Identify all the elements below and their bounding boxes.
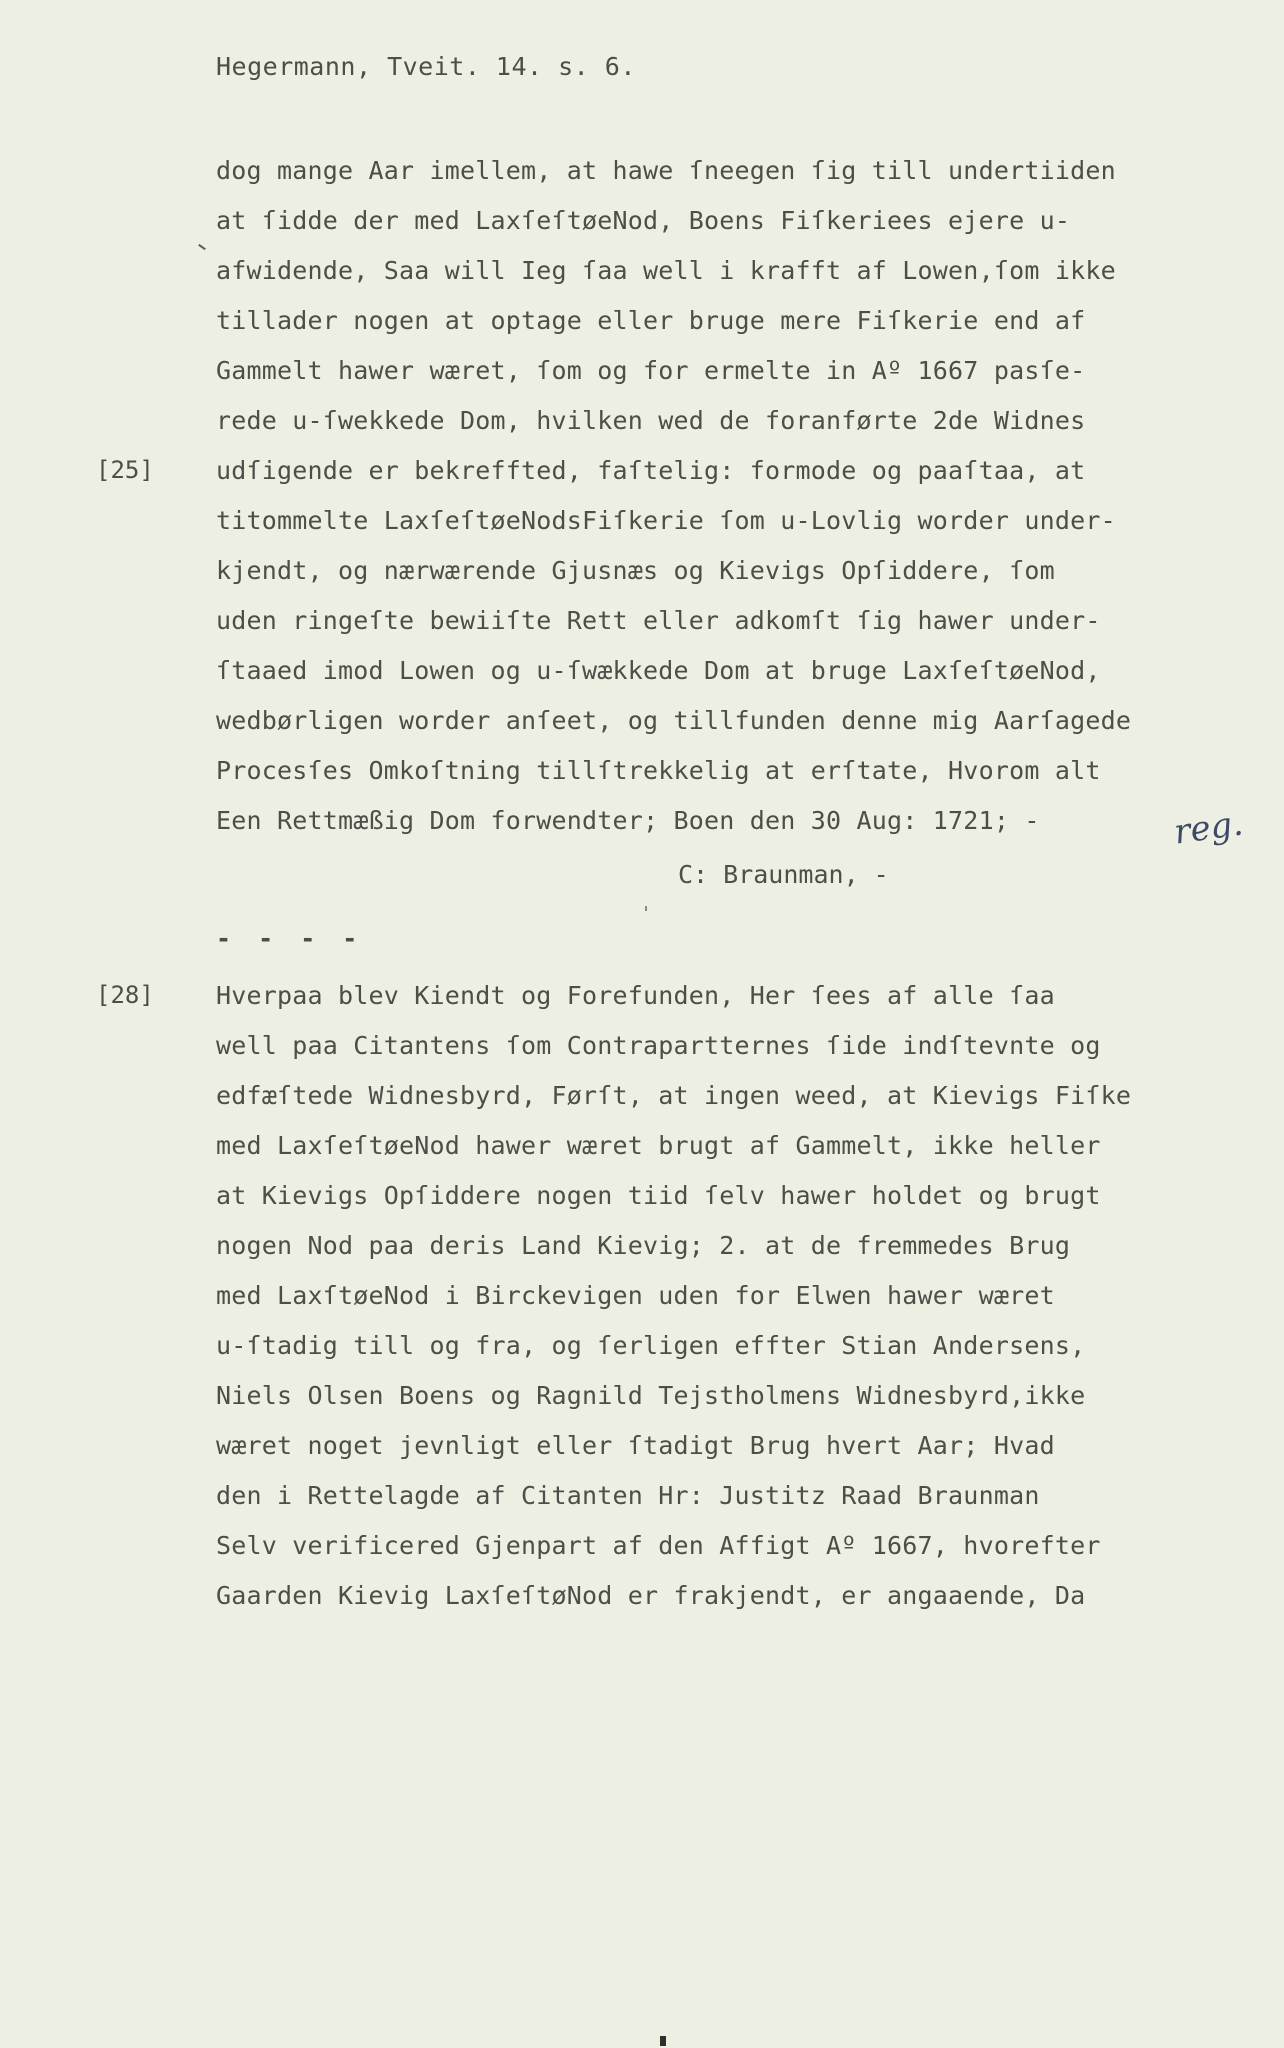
paragraph1-line-1: dog mange Aar imellem, at hawe ſneegen ſig till undertiiden	[216, 156, 1116, 185]
paragraph2-line-3: edfæſtede Widnesbyrd, Førſt, at ingen weed, at Kievigs Fiſke	[216, 1081, 1132, 1110]
paragraph1-line-9: kjendt, og nærwærende Gjusnæs og Kievigs Opſiddere, ſom	[216, 556, 1055, 585]
paragraph1-line-6: rede u-ſwekkede Dom, hvilken wed de foranførte 2de Widnes	[216, 406, 1086, 435]
paragraph1-line-8: titommelte LaxſeſtøeNodsFiſkerie ſom u-Lovlig worder under-	[216, 506, 1116, 535]
paragraph1-line-13: Procesſes Omkoſtning tillſtrekkelig at erſtate, Hvorom alt	[216, 756, 1101, 785]
signature: C: Braunman, -	[678, 860, 889, 889]
paragraph2-line-9: Niels Olsen Boens og Ragnild Tejstholmens Widnesbyrd,ikke	[216, 1381, 1086, 1410]
paragraph1-line-5: Gammelt hawer wæret, ſom og for ermelte in Aº 1667 pasſe-	[216, 356, 1086, 385]
paragraph2-line-13: Gaarden Kievig LaxſeſtøNod er frakjendt, er angaaende, Da	[216, 1581, 1086, 1610]
margin-marker-25: [25]	[96, 456, 154, 484]
margin-marker-28: [28]	[96, 981, 154, 1009]
paragraph2-line-10: wæret noget jevnligt eller ſtadigt Brug hvert Aar; Hvad	[216, 1431, 1055, 1460]
ink-tick-mark	[198, 244, 206, 250]
paragraph2-line-12: Selv verificered Gjenpart af den Affigt Aº 1667, hvorefter	[216, 1531, 1101, 1560]
paragraph1-line-2: at ſidde der med LaxſeſtøeNod, Boens Fiſkeriees ejere u-	[216, 206, 1071, 235]
paragraph1-line-7: udſigende er bekreffted, faſtelig: formode og paaſtaa, at	[216, 456, 1086, 485]
paragraph2-line-2: well paa Citantens ſom Contrapartternes ſide indſtevnte og	[216, 1031, 1101, 1060]
ink-speck	[645, 906, 647, 911]
section-separator: - - - -	[216, 924, 364, 953]
handwritten-margin-note: reg.	[1171, 803, 1246, 853]
paragraph2-line-7: med LaxſtøeNod i Birckevigen uden for Elwen hawer wæret	[216, 1281, 1055, 1310]
paragraph1-line-4: tillader nogen at optage eller bruge mere Fiſkerie end af	[216, 306, 1086, 335]
paragraph1-line-12: wedbørligen worder anſeet, og tillfunden denne mig Aarſagede	[216, 706, 1132, 735]
paragraph2-line-1: Hverpaa blev Kiendt og Forefunden, Her ſees af alle ſaa	[216, 981, 1055, 1010]
page-header: Hegermann, Tveit. 14. s. 6.	[216, 52, 636, 81]
paragraph1-line-10: uden ringeſte bewiiſte Rett eller adkomſt ſig hawer under-	[216, 606, 1101, 635]
paragraph1-line-14: Een Rettmæßig Dom forwendter; Boen den 30 Aug: 1721; -	[216, 806, 1040, 835]
paragraph2-line-4: med LaxſeſtøeNod hawer wæret brugt af Gammelt, ikke heller	[216, 1131, 1101, 1160]
paragraph1-line-3: afwidende, Saa will Ieg ſaa well i krafft af Lowen,ſom ikke	[216, 256, 1116, 285]
scan-edge-mark	[660, 2036, 666, 2046]
paragraph2-line-6: nogen Nod paa deris Land Kievig; 2. at de fremmedes Brug	[216, 1231, 1071, 1260]
paragraph2-line-5: at Kievigs Opſiddere nogen tiid ſelv hawer holdet og brugt	[216, 1181, 1101, 1210]
paragraph2-line-8: u-ſtadig till og fra, og ſerligen effter Stian Andersens,	[216, 1331, 1086, 1360]
paragraph1-line-11: ſtaaed imod Lowen og u-ſwækkede Dom at bruge LaxſeſtøeNod,	[216, 656, 1101, 685]
paragraph2-line-11: den i Rettelagde af Citanten Hr: Justitz Raad Braunman	[216, 1481, 1040, 1510]
